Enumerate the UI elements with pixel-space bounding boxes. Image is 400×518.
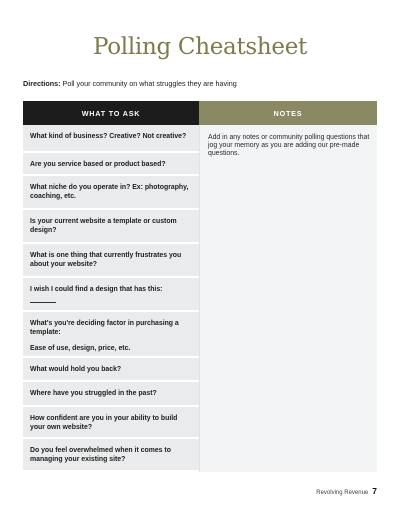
question-row: What is one thing that currently frustrates you about your website? — [23, 244, 199, 278]
page-footer — [316, 486, 377, 496]
page-number: 7 — [372, 486, 377, 496]
header-what-to-ask: WHAT TO ASK — [23, 101, 199, 125]
question-text: What's you're deciding factor in purchasing a template: — [30, 320, 179, 336]
page-title: Polling Cheatsheet — [93, 34, 307, 60]
question-row — [23, 278, 199, 312]
header-notes: NOTES — [199, 101, 377, 125]
question-row: What would hold you back? — [23, 358, 199, 382]
question-row: Are you service based or product based? — [23, 153, 199, 176]
question-row: Is your current website a template or custom design? — [23, 210, 199, 244]
question-row: What niche do you operate in? Ex: photography, coaching, etc. — [23, 176, 199, 210]
directions-label: Directions: — [23, 79, 61, 88]
question-row: How confident are you in your ability to build your own website? — [23, 407, 199, 439]
question-row: Where have you struggled in the past? — [23, 382, 199, 407]
notes-text: Add in any notes or community polling questions that jog your memory as you are adding our pre-made questions. — [208, 134, 370, 157]
questions-column — [23, 125, 199, 472]
table-body — [23, 125, 377, 472]
question-row: What kind of business? Creative? Not creative? — [23, 125, 199, 153]
notes-column — [199, 125, 377, 472]
cheatsheet-table — [23, 101, 377, 472]
table-header — [23, 101, 377, 125]
question-row — [23, 312, 199, 358]
question-text: I wish I could find a design that has this: — [30, 286, 163, 293]
directions — [23, 79, 237, 88]
directions-text: Poll your community on what struggles they are having — [62, 79, 237, 88]
question-detail: Ease of use, design, price, etc. — [30, 345, 131, 352]
blank-line — [30, 302, 56, 303]
footer-brand: Revolving Revenue — [316, 490, 369, 496]
question-row: Do you feel overwhelmed when it comes to managing your existing site? — [23, 439, 199, 472]
